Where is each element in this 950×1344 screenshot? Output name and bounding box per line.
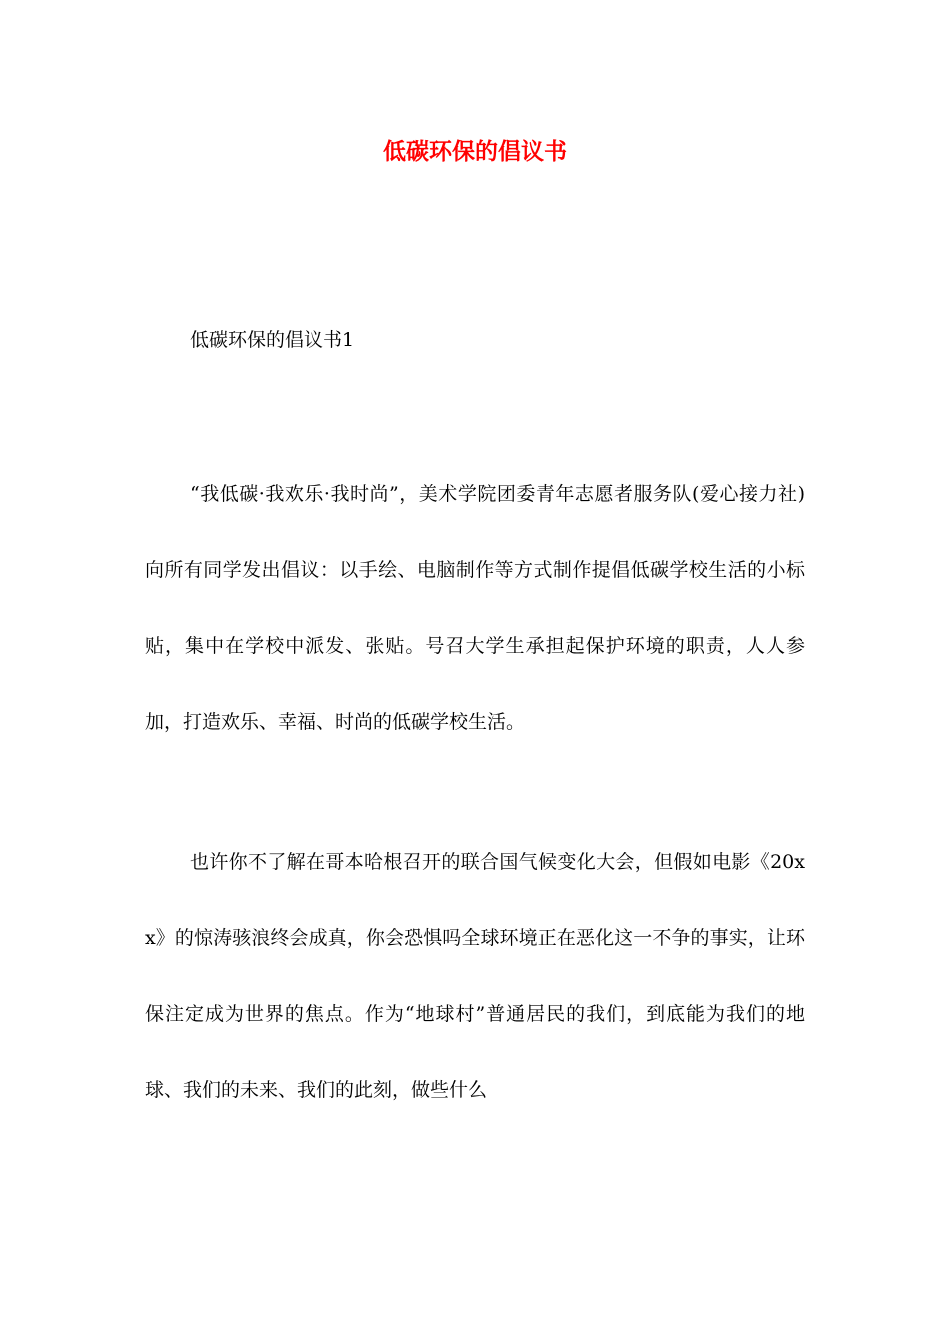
- document-title: 低碳环保的倡议书: [383, 138, 567, 165]
- body-paragraph-2: 也许你不了解在哥本哈根召开的联合国气候变化大会，但假如电影《20xx》的惊涛骇浪终会成真，你会恐惧吗全球环境正在恶化这一不争的事实，让环保注定成为世界的焦点。作为“地球村”普通居民的我们，到底能为我们的地球、我们的未来、我们的此刻，做些什么: [145, 851, 805, 1101]
- section-heading: 低碳环保的倡议书1: [190, 329, 355, 351]
- body-paragraph-1: “我低碳·我欢乐·我时尚”，美术学院团委青年志愿者服务队(爱心接力社)向所有同学发出倡议：以手绘、电脑制作等方式制作提倡低碳学校生活的小标贴，集中在学校中派发、张贴。号召大学生承担起保护环境的职责，人人参加，打造欢乐、幸福、时尚的低碳学校生活。: [145, 483, 805, 733]
